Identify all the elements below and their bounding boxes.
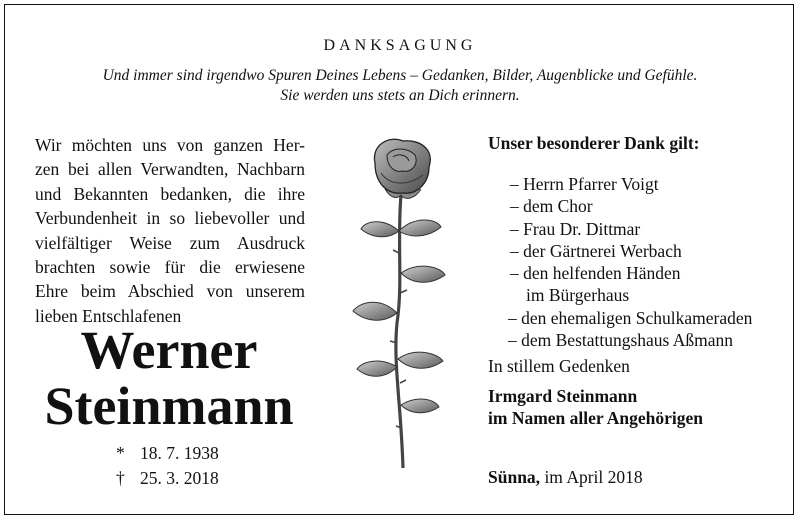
list-item: – dem Bestattungshaus Aßmann bbox=[508, 330, 734, 351]
intro-line: lieben Entschlafenen bbox=[35, 305, 182, 326]
place-date bbox=[488, 467, 643, 488]
intro-line: Verbundenheit in so liebevoller und bbox=[35, 208, 305, 229]
intro-text bbox=[35, 133, 305, 328]
intro-line: brachten sowie für die erwiesene bbox=[35, 257, 305, 278]
list-item: – den ehemaligen Schulkameraden bbox=[508, 307, 753, 328]
intro-line: vielfältiger Weise zum Ausdruck bbox=[35, 232, 305, 253]
notice-heading: DANKSAGUNG bbox=[323, 37, 477, 54]
place-date-text: im April 2018 bbox=[540, 467, 643, 487]
thanks-title: Unser besonderer Dank gilt: bbox=[488, 133, 700, 153]
birth-date: 18. 7. 1938 bbox=[140, 443, 219, 463]
deceased-first-name: Werner bbox=[80, 320, 258, 380]
list-item: – Frau Dr. Dittmar bbox=[510, 218, 641, 239]
motto-line: Und immer sind irgendwo Spuren Deines Lebens – Gedanken, Bilder, Augenblicke und Gefühle. bbox=[102, 67, 698, 84]
list-item: im Bürgerhaus bbox=[526, 285, 630, 306]
list-item: – der Gärtnerei Werbach bbox=[510, 240, 682, 261]
intro-line: Wir möchten uns von ganzen Her- bbox=[35, 135, 305, 155]
list-item: – den helfenden Händen bbox=[510, 263, 681, 284]
birth-row bbox=[116, 441, 219, 466]
death-date: 25. 3. 2018 bbox=[140, 468, 219, 488]
memory-line: In stillem Gedenken bbox=[488, 356, 630, 376]
signer-name: Irmgard Steinmann bbox=[488, 386, 638, 406]
motto bbox=[0, 66, 800, 106]
death-cross-icon: † bbox=[116, 468, 125, 488]
life-dates bbox=[116, 441, 219, 491]
signers bbox=[488, 385, 703, 429]
rose-icon bbox=[345, 133, 455, 483]
deceased-last-name: Steinmann bbox=[44, 376, 294, 436]
place-town: Sünna, bbox=[488, 467, 541, 487]
motto-line: Sie werden uns stets an Dich erinnern. bbox=[280, 87, 520, 104]
intro-line: zen bei allen Verwandten, Nachbarn bbox=[35, 159, 305, 180]
list-item: – Herrn Pfarrer Voigt bbox=[510, 174, 659, 194]
intro-line: Ehre beim Abschied von unserem bbox=[35, 281, 305, 302]
list-item: – dem Chor bbox=[510, 196, 593, 217]
death-row bbox=[116, 466, 219, 491]
intro-line: und Bekannten bedanken, die ihre bbox=[35, 183, 305, 204]
birth-star-icon: * bbox=[116, 443, 125, 463]
thanks-list bbox=[510, 173, 752, 351]
signer-note: im Namen aller Angehörigen bbox=[488, 408, 704, 428]
